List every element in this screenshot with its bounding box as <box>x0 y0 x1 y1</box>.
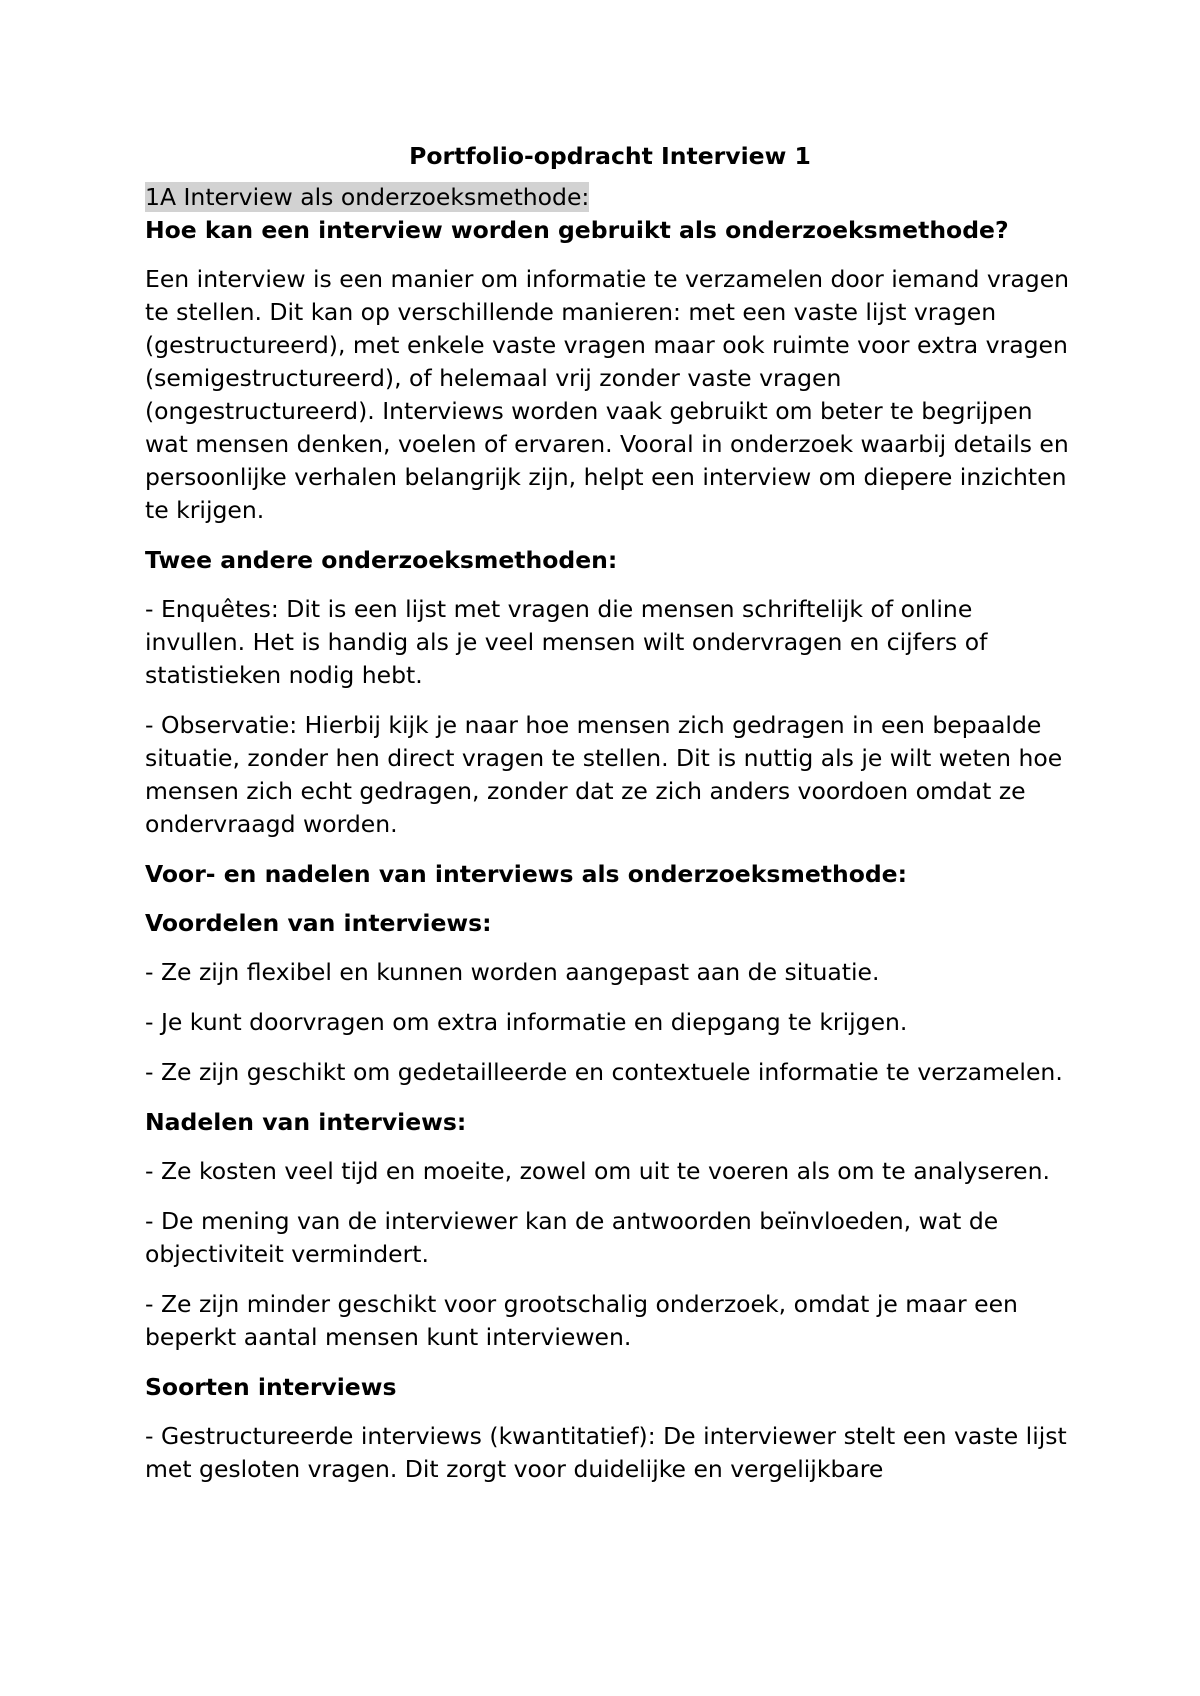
document-page <box>145 140 1075 1503</box>
pros-item: - Ze zijn flexibel en kunnen worden aangepast aan de situatie. <box>145 958 880 986</box>
pros-item: - Je kunt doorvragen om extra informatie en diepgang te krijgen. <box>145 1008 908 1036</box>
pros-heading: Voordelen van interviews: <box>145 909 492 937</box>
section-label: 1A Interview als onderzoeksmethode: <box>145 183 590 211</box>
pros-cons-heading: Voor- en nadelen van interviews als onderzoeksmethode: <box>145 860 908 888</box>
types-item: - Gestructureerde interviews (kwantitatief): De interviewer stelt een vaste lijst met gesloten vragen. Dit zorgt voor duidelijke en vergelijkbare <box>145 1422 1067 1483</box>
other-method-item: - Enquêtes: Dit is een lijst met vragen die mensen schriftelijk of online invullen. Het is handig als je veel mensen wilt ondervragen en cijfers of statistieken nodig hebt. <box>145 595 988 689</box>
other-method-item: - Observatie: Hierbij kijk je naar hoe mensen zich gedragen in een bepaalde situatie, zonder hen direct vragen te stellen. Dit is nuttig als je wilt weten hoe mensen zich echt gedragen, zonder dat ze zich anders voordoen omdat ze ondervraagd worden. <box>145 711 1063 838</box>
question-heading: Hoe kan een interview worden gebruikt als onderzoeksmethode? <box>145 216 1009 244</box>
cons-item: - De mening van de interviewer kan de antwoorden beïnvloeden, wat de objectiviteit vermindert. <box>145 1207 999 1268</box>
cons-item: - Ze kosten veel tijd en moeite, zowel om uit te voeren als om te analyseren. <box>145 1157 1050 1185</box>
cons-item: - Ze zijn minder geschikt voor grootschalig onderzoek, omdat je maar een beperkt aantal mensen kunt interviewen. <box>145 1290 1018 1351</box>
cons-heading: Nadelen van interviews: <box>145 1108 467 1136</box>
intro-paragraph: Een interview is een manier om informatie te verzamelen door iemand vragen te stellen. Dit kan op verschillende manieren: met een vaste lijst vragen (gestructureerd), met enkele vaste vragen maar ook ruimte voor extra vragen (semigestructureerd), of helemaal vrij zonder vaste vragen (ongestructureerd). Interviews worden vaak gebruikt om beter te begrijpen wat mensen denken, voelen of ervaren. Vooral in onderzoek waarbij details en persoonlijke verhalen belangrijk zijn, helpt een interview om diepere inzichten te krijgen. <box>145 265 1070 524</box>
types-heading: Soorten interviews <box>145 1373 397 1401</box>
document-title: Portfolio-opdracht Interview 1 <box>409 142 811 170</box>
section-label-row <box>145 181 1075 214</box>
pros-item: - Ze zijn geschikt om gedetailleerde en contextuele informatie te verzamelen. <box>145 1058 1063 1086</box>
other-methods-heading: Twee andere onderzoeksmethoden: <box>145 546 618 574</box>
